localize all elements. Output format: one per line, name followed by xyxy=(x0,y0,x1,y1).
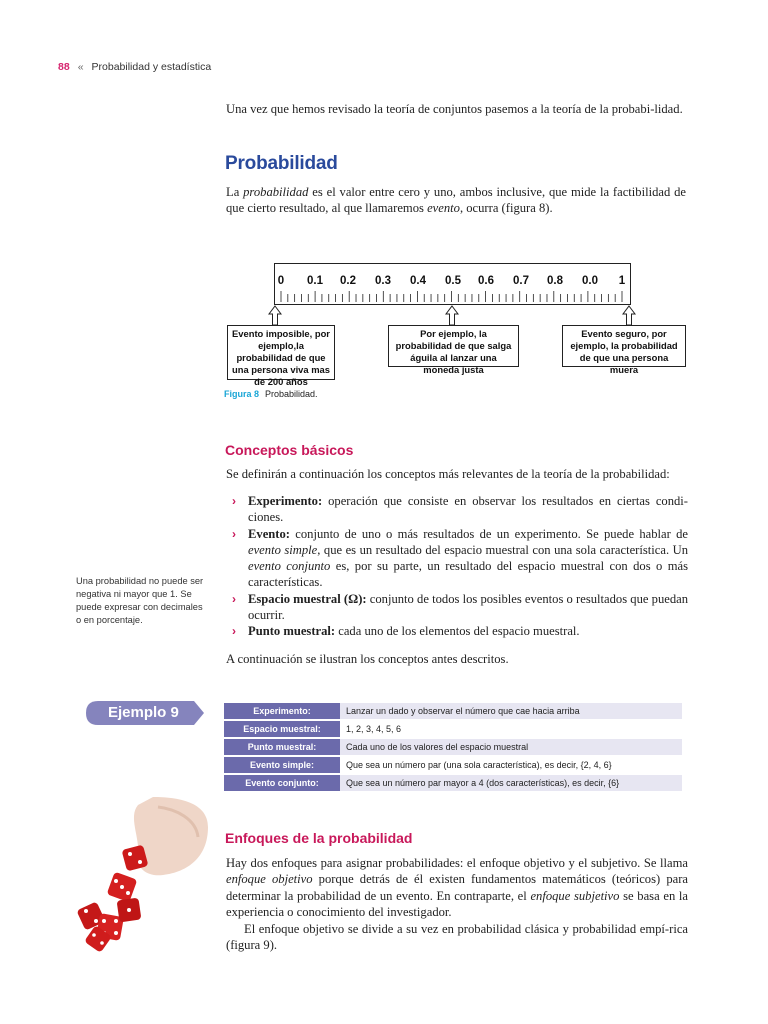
scale-label: 0.7 xyxy=(513,275,529,287)
callout-impossible-event: Evento imposible, por ejemplo,la probabilidad de que una persona viva mas de 200 años xyxy=(227,325,335,380)
up-arrow-icon xyxy=(446,306,458,325)
bullet-arrow-icon: › xyxy=(232,591,236,606)
definition: cada uno de los elementos del espacio muestral. xyxy=(335,624,580,639)
table-row xyxy=(224,721,682,737)
intro-paragraph: Una vez que hemos revisado la teoría de conjuntos pasemos a la teoría de la probabi-lidad. xyxy=(226,102,683,116)
term: evento conjunto xyxy=(248,559,331,574)
definition: conjunto de todos los posibles eventos o resultados que puedan ocurrir. xyxy=(248,591,689,623)
text: La xyxy=(226,185,244,199)
scale-label: 0 xyxy=(277,275,285,287)
table-value: Que sea un número par (una sola característica), es decir, {2, 4, 6} xyxy=(340,757,682,773)
concepts-list xyxy=(226,493,688,640)
figure-caption-text: Probabilidad. xyxy=(265,389,318,399)
figure-caption xyxy=(224,389,318,399)
definition: operación que consiste en observar los resultados en ciertas condi-ciones. xyxy=(248,494,688,525)
list-item xyxy=(226,623,688,639)
ejemplo-tag xyxy=(86,701,204,725)
enfoques-paragraph-1 xyxy=(226,855,688,920)
table-row xyxy=(224,703,682,719)
bullet-arrow-icon: › xyxy=(232,624,236,639)
term: Punto muestral: xyxy=(248,624,336,639)
scale-label: 1 xyxy=(618,275,626,287)
running-head xyxy=(58,61,211,73)
probability-scale xyxy=(274,263,631,305)
conceptos-lead: Se definirán a continuación los conceptos más relevantes de la teoría de la probabilidad: xyxy=(226,467,670,481)
callout-coin-example: Por ejemplo, la probabilidad de que salga águila al lanzar una moneda justa xyxy=(388,325,519,367)
table-key: Evento simple: xyxy=(224,757,340,773)
dice-hand-photo xyxy=(58,797,208,957)
definition: es, por su parte, un resultado del espacio muestral con dos o más características. xyxy=(248,559,688,590)
term: evento xyxy=(427,201,460,216)
scale-label: 0.4 xyxy=(410,275,426,287)
book-title: Probabilidad y estadística xyxy=(91,61,212,73)
term: evento simple xyxy=(248,542,318,557)
example-table xyxy=(224,701,682,793)
table-key: Experimento: xyxy=(224,703,340,719)
table-key: Punto muestral: xyxy=(224,739,340,755)
term: Espacio muestral (Ω): xyxy=(248,591,367,606)
text: se basa en la experiencia o conocimiento del investigador. xyxy=(226,888,689,919)
scale-label: 0.1 xyxy=(307,275,323,287)
scale-label: 0.6 xyxy=(478,275,494,287)
enfoques-paragraph-2: El enfoque objetivo se divide a su vez en probabilidad clásica y probabilidad empí-rica (figura 9). xyxy=(226,922,688,953)
die xyxy=(107,872,138,903)
term: enfoque objetivo xyxy=(226,872,313,887)
table-value: 1, 2, 3, 4, 5, 6 xyxy=(340,721,682,737)
section-title-probabilidad: Probabilidad xyxy=(225,153,338,174)
table-key: Evento conjunto: xyxy=(224,775,340,791)
figure-label: Figura 8 xyxy=(224,389,260,399)
table-key: Espacio muestral: xyxy=(224,721,340,737)
scale-label: 0.2 xyxy=(340,275,356,287)
scale-ticks xyxy=(274,263,631,305)
definition: conjunto de uno o más resultados de un experimento. Se puede hablar de xyxy=(289,526,688,541)
separator: « xyxy=(77,61,84,73)
term: Experimento: xyxy=(248,494,323,508)
margin-note: Una probabilidad no puede ser negativa ni mayor que 1. Se puede expresar con decimales o en porcentaje. xyxy=(76,576,204,625)
table-row xyxy=(224,775,682,791)
list-item xyxy=(226,493,688,526)
scale-label: 0.0 xyxy=(582,275,598,287)
table-value: Cada uno de los valores del espacio muestral xyxy=(340,739,682,755)
page-number: 88 xyxy=(58,61,70,73)
up-arrow-icon xyxy=(269,306,281,325)
callout-certain-event: Evento seguro, por ejemplo, la probabilidad de que una persona muera xyxy=(562,325,686,367)
text: , ocurra (figura 8). xyxy=(459,201,553,216)
scale-label: 0.8 xyxy=(547,275,563,287)
scale-label: 0.3 xyxy=(375,275,391,287)
scale-label: 0.5 xyxy=(445,275,461,287)
text: es el valor entre cero y uno, ambos inclusive, que mide la factibilidad de que cierto resultado, al que llamaremos xyxy=(226,185,686,216)
bullet-arrow-icon: › xyxy=(232,526,236,541)
ejemplo-label: Ejemplo 9 xyxy=(108,704,179,721)
text: porque detrás de él existen fundamentos matemáticos (teóricos) para determinar la probabilidad de un evento. En contraparte, el xyxy=(226,872,688,903)
term: probabilidad xyxy=(243,185,309,199)
table-row xyxy=(224,757,682,773)
probabilidad-paragraph xyxy=(226,184,686,217)
term: enfoque subjetivo xyxy=(530,888,620,903)
term: Evento: xyxy=(248,526,290,541)
table-row xyxy=(224,739,682,755)
up-arrow-icon xyxy=(623,306,635,325)
text: Hay dos enfoques para asignar probabilidades: el enfoque objetivo y el subjetivo. Se llama xyxy=(226,856,688,870)
table-value: Lanzar un dado y observar el número que cae hacia arriba xyxy=(340,703,682,719)
definition: , que es un resultado del espacio muestral con una sola característica. Un xyxy=(317,542,688,557)
list-item xyxy=(226,591,688,624)
section-title-enfoques: Enfoques de la probabilidad xyxy=(225,830,413,846)
section-title-conceptos: Conceptos básicos xyxy=(225,442,354,458)
table-value: Que sea un número par mayor a 4 (dos características), es decir, {6} xyxy=(340,775,682,791)
list-item xyxy=(226,526,688,591)
bullet-arrow-icon: › xyxy=(232,494,236,508)
die xyxy=(117,898,142,923)
conceptos-outro: A continuación se ilustran los conceptos antes descritos. xyxy=(226,652,509,666)
